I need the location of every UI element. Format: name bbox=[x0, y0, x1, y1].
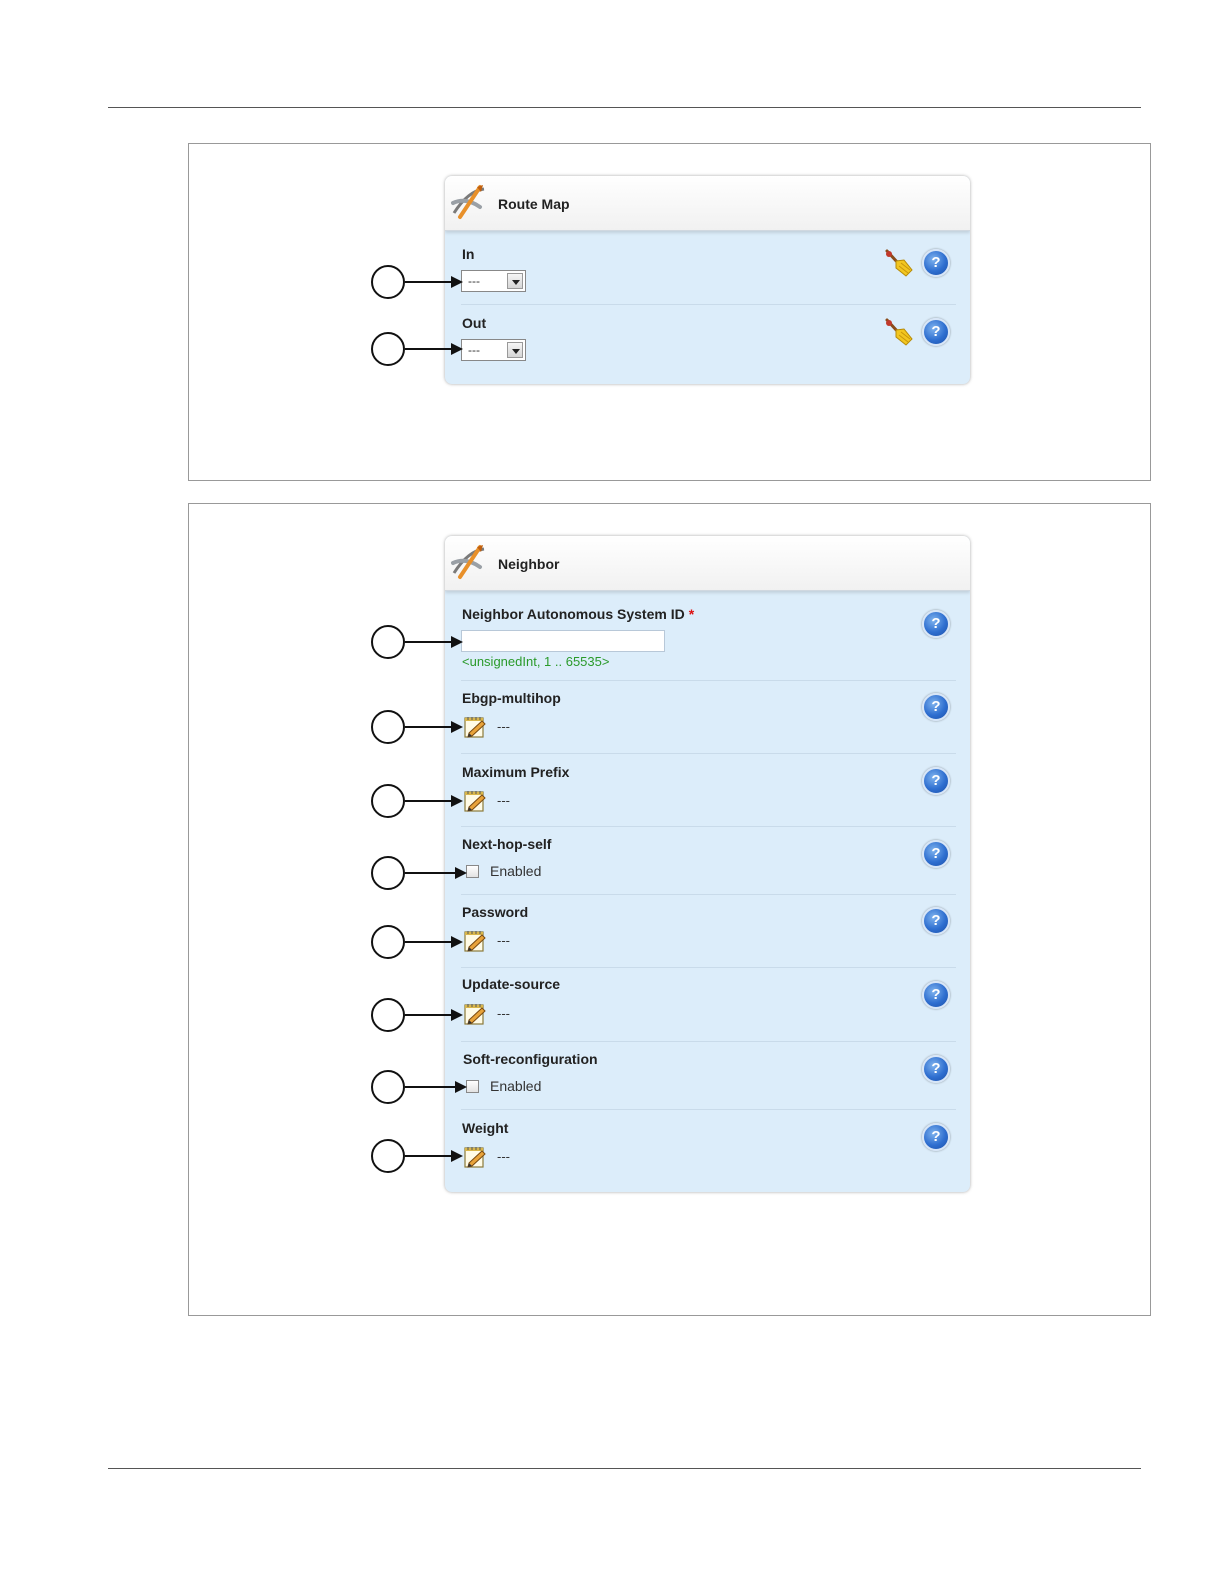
neighbor-header bbox=[445, 536, 970, 591]
edit-icon[interactable] bbox=[463, 789, 487, 813]
edit-icon[interactable] bbox=[463, 1002, 487, 1026]
in-select-value: --- bbox=[468, 274, 480, 288]
maximum-prefix-label: Maximum Prefix bbox=[462, 764, 570, 780]
soft-reconfiguration-checkbox-label[interactable]: Enabled bbox=[490, 1078, 542, 1094]
callout-8 bbox=[371, 1139, 405, 1173]
callout-arrow-1 bbox=[405, 281, 461, 283]
callout-1 bbox=[371, 625, 405, 659]
callout-arrow-3 bbox=[405, 800, 461, 802]
weight-row bbox=[461, 1110, 956, 1184]
out-select[interactable] bbox=[461, 339, 526, 361]
maximum-prefix-row bbox=[461, 754, 956, 827]
edit-icon[interactable] bbox=[463, 1145, 487, 1169]
password-label: Password bbox=[462, 904, 529, 920]
help-icon[interactable]: ? bbox=[922, 840, 950, 868]
neighbor-figure bbox=[188, 503, 1151, 1316]
callout-6 bbox=[371, 998, 405, 1032]
help-icon[interactable]: ? bbox=[922, 693, 950, 721]
edit-icon[interactable] bbox=[463, 715, 487, 739]
out-label: Out bbox=[462, 315, 487, 331]
callout-arrow-4 bbox=[405, 872, 465, 874]
callout-2 bbox=[371, 710, 405, 744]
help-icon[interactable]: ? bbox=[922, 981, 950, 1009]
update-source-label: Update-source bbox=[462, 976, 561, 992]
callout-arrow-6 bbox=[405, 1014, 461, 1016]
required-marker: * bbox=[688, 606, 695, 622]
broom-icon[interactable] bbox=[884, 317, 914, 347]
callout-arrow-7 bbox=[405, 1086, 465, 1088]
ebgp-multihop-value: --- bbox=[497, 719, 510, 734]
route-tools-icon bbox=[450, 183, 488, 221]
header-rule bbox=[108, 107, 1141, 108]
chevron-down-icon[interactable] bbox=[507, 273, 523, 289]
callout-5 bbox=[371, 925, 405, 959]
next-hop-self-label: Next-hop-self bbox=[462, 836, 552, 852]
edit-icon[interactable] bbox=[463, 929, 487, 953]
callout-7 bbox=[371, 1070, 405, 1104]
weight-label: Weight bbox=[462, 1120, 509, 1136]
in-select[interactable] bbox=[461, 270, 526, 292]
route-map-panel bbox=[445, 176, 970, 384]
callout-arrow-1 bbox=[405, 641, 461, 643]
update-source-row bbox=[461, 968, 956, 1042]
next-hop-self-checkbox[interactable] bbox=[466, 865, 479, 878]
in-label: In bbox=[462, 246, 475, 262]
soft-reconfiguration-row bbox=[461, 1042, 956, 1110]
as-id-hint: <unsignedInt, 1 .. 65535> bbox=[462, 654, 610, 669]
ebgp-multihop-label: Ebgp-multihop bbox=[462, 690, 561, 706]
help-icon[interactable]: ? bbox=[922, 907, 950, 935]
out-select-value: --- bbox=[468, 343, 480, 357]
route-tools-icon bbox=[450, 543, 488, 581]
footer-rule bbox=[108, 1468, 1141, 1469]
help-icon[interactable]: ? bbox=[922, 1055, 950, 1083]
help-icon[interactable]: ? bbox=[922, 610, 950, 638]
as-id-label bbox=[462, 606, 694, 622]
next-hop-self-checkbox-label[interactable]: Enabled bbox=[490, 863, 542, 879]
next-hop-self-row bbox=[461, 827, 956, 895]
broom-icon[interactable] bbox=[884, 248, 914, 278]
password-row bbox=[461, 895, 956, 968]
update-source-value: --- bbox=[497, 1006, 510, 1021]
route-map-header bbox=[445, 176, 970, 231]
callout-4 bbox=[371, 856, 405, 890]
route-map-in-row bbox=[461, 232, 956, 305]
as-id-row bbox=[461, 592, 956, 681]
help-icon[interactable]: ? bbox=[922, 767, 950, 795]
callout-1 bbox=[371, 265, 405, 299]
route-map-out-row bbox=[461, 305, 956, 377]
callout-arrow-2 bbox=[405, 348, 461, 350]
soft-reconfiguration-checkbox[interactable] bbox=[466, 1080, 479, 1093]
neighbor-panel bbox=[445, 536, 970, 1192]
callout-arrow-8 bbox=[405, 1155, 461, 1157]
soft-reconfiguration-label: Soft-reconfiguration bbox=[463, 1051, 598, 1067]
ebgp-multihop-row bbox=[461, 681, 956, 754]
weight-value: --- bbox=[497, 1149, 510, 1164]
neighbor-title: Neighbor bbox=[498, 556, 560, 572]
callout-arrow-5 bbox=[405, 941, 461, 943]
maximum-prefix-value: --- bbox=[497, 793, 510, 808]
route-map-figure bbox=[188, 143, 1151, 481]
callout-3 bbox=[371, 784, 405, 818]
chevron-down-icon[interactable] bbox=[507, 342, 523, 358]
callout-arrow-2 bbox=[405, 726, 461, 728]
help-icon[interactable]: ? bbox=[922, 1123, 950, 1151]
as-id-label-text: Neighbor Autonomous System ID bbox=[462, 606, 685, 622]
password-value: --- bbox=[497, 933, 510, 948]
as-id-input[interactable] bbox=[461, 630, 665, 652]
callout-2 bbox=[371, 332, 405, 366]
route-map-title: Route Map bbox=[498, 196, 570, 212]
help-icon[interactable]: ? bbox=[922, 318, 950, 346]
help-icon[interactable]: ? bbox=[922, 249, 950, 277]
